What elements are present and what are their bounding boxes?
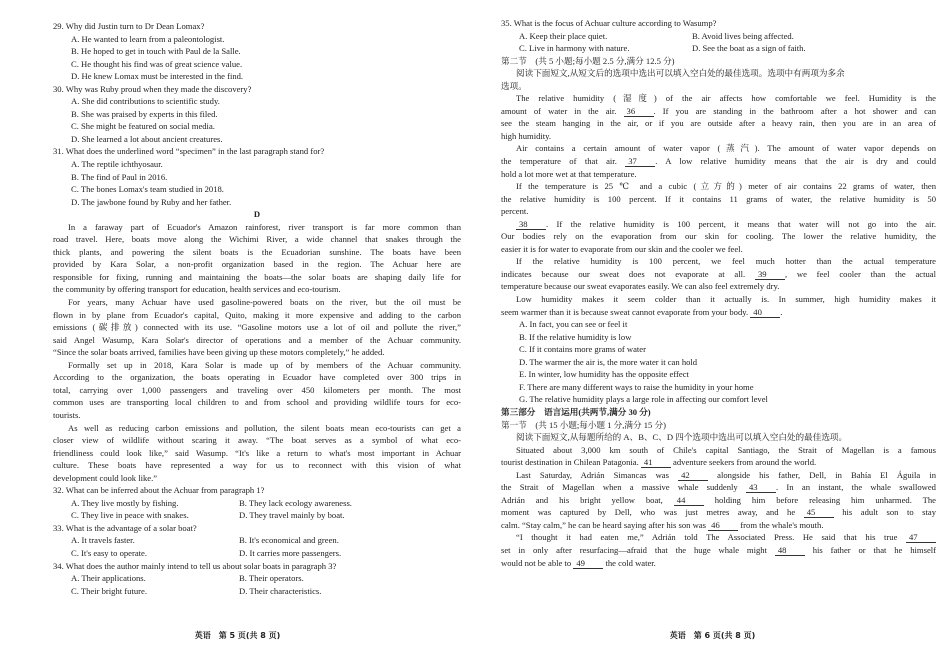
passage-label: D (253, 209, 261, 220)
option-c: C. He thought his find was of great science value. (71, 58, 243, 69)
part-3-section-1-title: 第一节 (共 15 小题;每小题 1 分,满分 15 分) (501, 419, 666, 430)
passage-line: emissions (碳排放) connected with its use. “Gasoline motors use a lot of oil and pollute the river,” (53, 322, 461, 333)
passage-line: As well as reducing carbon emissions and pollution, the silent boats mean eco-tourists can get a (68, 422, 461, 433)
option-d: D. See the boat as a sign of faith. (692, 43, 806, 54)
text-line: see the steam hanging in the air, or if you are outside after a heavy rain, then you are in an area of (501, 118, 936, 129)
choice-f: F. There are many different ways to raise the humidity in your home (519, 381, 754, 392)
page-footer: 英语 第 6 页(共 8 页) (669, 631, 756, 641)
cloze-paragraph-1 (501, 444, 936, 469)
text-line: hold a lot more wet at that temperature. (501, 168, 637, 179)
passage-line: thick plants, and powering the silent boats is the Ecuadorian sunshine. The boats have been (53, 246, 461, 257)
blank-44[interactable]: 44 (674, 495, 704, 506)
section-2-title: 第二节 (共 5 小题;每小题 2.5 分,满分 12.5 分) (501, 55, 675, 66)
choice-a: A. In fact, you can see or feel it (519, 319, 628, 330)
question-stem: 32. What can be inferred about the Achuar from paragraph 1? (53, 485, 265, 496)
choice-e: E. In winter, low humidity has the opposite effect (519, 369, 689, 380)
option-a: A. They live mostly by fishing. (71, 497, 179, 508)
passage-line: In a faraway part of Ecuador's Amazon rainforest, river transport is far more common than (68, 221, 461, 232)
blank-49[interactable]: 49 (573, 558, 603, 569)
right-page (475, 0, 950, 655)
text-segment: , we feel cooler than the actual (784, 268, 936, 279)
passage-line: common uses are transporting local children to and from school and providing wildlife tours for eco- (53, 397, 461, 408)
text-segment: seem warmer than it is because sweat cannot evaporate from your body. (501, 306, 749, 317)
text-line: Air contains a certain amount of water vapor (蒸汽). The amount of water vapor depends on (516, 143, 936, 154)
option-c: C. Their bright future. (71, 585, 147, 596)
passage-line: closer view of wildlife without scaring it away. “The boat serves as a symbol of what eco- (53, 435, 461, 446)
question-29 (53, 20, 461, 83)
question-33 (53, 522, 461, 560)
text-segment: moment was captured by Dell, who was just metres away, and he (501, 507, 796, 518)
option-d: D. He knew Lomax must be interested in the find. (71, 71, 244, 82)
option-c: C. They live in peace with snakes. (71, 510, 189, 521)
passage-line: According to the organization, the boats operating in Ecuador have completed over 300 trips in (53, 372, 461, 383)
passage-line: total, carrying over 1,000 passengers and traveling over 450 kilometers per month. The most (53, 384, 461, 395)
blank-37[interactable]: 37 (625, 156, 655, 167)
option-c: C. It's easy to operate. (71, 547, 148, 558)
text-segment: tourist destination in Chilean Patagonia. (501, 457, 639, 468)
option-b: B. He hoped to get in touch with Paul de la Salle. (71, 46, 241, 57)
text-segment: Last Saturday, Adrián Simancas was (516, 469, 669, 480)
passage-line: flown in by plane from Ecuador's capital, Quito, making it more expensive and adding to the carbon (53, 309, 461, 320)
option-b: B. Avoid lives being affected. (692, 30, 794, 41)
text-segment: set in only after resurfacing—afraid that the huge whale might (501, 544, 767, 555)
text-segment: . A low relative humidity means that the air is dry and could (655, 156, 936, 167)
text-segment: the temperature of that air. (501, 156, 617, 167)
choice-c: C. If it contains more grams of water (519, 344, 646, 355)
option-d: D. Their characteristics. (239, 585, 322, 596)
question-stem: 34. What does the author mainly intend to tell us about solar boats in paragraph 3? (53, 560, 337, 571)
question-stem: 33. What is the advantage of a solar boat? (53, 522, 197, 533)
section-2-instruction-cont: 选项。 (501, 80, 527, 91)
blank-45[interactable]: 45 (804, 507, 834, 518)
blank-38[interactable]: 38 (516, 219, 546, 230)
choice-d: D. The warmer the air is, the more water it can hold (519, 356, 698, 367)
blank-41[interactable]: 41 (641, 457, 671, 468)
option-d: D. The jawbone found by Ruby and her father. (71, 196, 232, 207)
humidity-paragraph-1 (501, 92, 936, 142)
text-segment: the cold water. (605, 557, 656, 568)
humidity-paragraph-3 (501, 180, 936, 218)
choice-g: G. The relative humidity plays a large role in affecting our comfort level (519, 394, 768, 405)
option-c: C. The bones Lomax's team studied in 2018. (71, 184, 224, 195)
passage-line: road travel. Here, boats move along the Wichimi River, a wide channel that snakes through the (53, 234, 461, 245)
text-line: easier it is for water to evaporate from our skin and the cooler we feel. (501, 243, 743, 254)
text-segment: holding him before releasing him unharmed. The (714, 494, 936, 505)
text-line: percent. (501, 206, 529, 217)
option-a: A. She did contributions to scientific study. (71, 96, 220, 107)
humidity-paragraph-5 (501, 255, 936, 293)
blank-48[interactable]: 48 (775, 545, 805, 556)
option-a: A. Their applications. (71, 573, 146, 584)
question-stem: 31. What does the underlined word “specimen” in the last paragraph stand for? (53, 146, 325, 157)
text-line: temperature because our sweat evaporates easily. We can also feel extremely dry. (501, 281, 780, 292)
question-31 (53, 145, 461, 208)
text-segment: amount of water in the air. (501, 105, 617, 116)
option-d: D. It carries more passengers. (239, 547, 342, 558)
option-b: B. It's economical and green. (239, 535, 339, 546)
passage-line: Formally set up in 2018, Kara Solar is made up of by members of the Achuar community. (68, 359, 461, 370)
question-34 (53, 560, 461, 598)
blank-36[interactable]: 36 (624, 106, 654, 117)
option-c: C. She might be featured on social media. (71, 121, 215, 132)
blank-43[interactable]: 43 (746, 482, 776, 493)
passage-line: friendliness could look like,” said Wasump. “It's like a return to what's most important in Achuar (53, 447, 461, 458)
blank-42[interactable]: 42 (678, 470, 708, 481)
text-segment: indicates because our sweat does not evaporate at all. (501, 268, 746, 279)
option-b: B. The find of Paul in 2016. (71, 171, 168, 182)
text-segment: . (780, 306, 783, 317)
text-line: Our bodies rely on the evaporation from our skin for cooling. The lower the relative humidity, the (501, 231, 936, 242)
passage-line: the community by offering transport for education, health services and eco-tourism. (53, 284, 341, 295)
passage-line: For years, many Achuar have used gasoline-powered boats on the river, but the oil must be (68, 297, 461, 308)
question-stem: 30. Why was Ruby proud when they made the discovery? (53, 83, 252, 94)
text-line: Low humidity makes it seem colder than it actually is. In summer, high humidity makes it (516, 294, 936, 305)
option-d: D. She learned a lot about ancient creatures. (71, 133, 223, 144)
text-line: If the temperature is 25 ℃ and a cubic (立方的) meter of air contains 22 grams of water, then (516, 181, 936, 192)
question-30 (53, 83, 461, 146)
page-footer: 英语 第 5 页(共 8 页) (194, 631, 281, 641)
text-line: The relative humidity (湿度) of the air affects how comfortable we feel. Humidity is the (516, 93, 936, 104)
humidity-paragraph-4 (501, 218, 936, 256)
text-segment: the Strait of Magellan when a massive whale suddenly (501, 482, 738, 493)
option-a: A. Keep their place quiet. (519, 30, 608, 41)
passage-line: tourists. (53, 409, 81, 420)
choice-b: B. If the relative humidity is low (519, 331, 632, 342)
option-d: D. They travel mainly by boat. (239, 510, 345, 521)
text-segment: alongside his father, Dell, in Bahía El Águila in (717, 469, 936, 480)
question-32 (53, 484, 461, 522)
humidity-paragraph-2 (501, 142, 936, 180)
text-line: If the relative humidity is 100 percent, we feel much hotter than the actual temperature (516, 256, 936, 267)
option-a: A. He wanted to learn from a paleontologist. (71, 33, 225, 44)
cloze-paragraph-2 (501, 469, 936, 532)
text-segment: his father or that he himself (812, 544, 936, 555)
passage-line: culture. These boats have represented a way for us to reconnect with this vision of what (53, 460, 461, 471)
text-segment: “I thought it had eaten me,” Adrián told The Associated Press. He said that his true (516, 532, 898, 543)
text-segment: would not be able to (501, 557, 572, 568)
option-b: B. They lack ecology awareness. (239, 497, 352, 508)
text-segment: . In an instant, the whale swallowed (776, 482, 936, 493)
passage-line: development could look like.” (53, 472, 158, 483)
question-stem: 29. Why did Justin turn to Dr Dean Lomax? (53, 21, 205, 31)
part-3-title: 第三部分 语言运用(共两节,满分 30 分) (501, 406, 651, 417)
text-line: high humidity. (501, 130, 552, 141)
text-line: the relative humidity is 100 percent. If it contains 11 grams of water, the relative humidity is 50 (501, 193, 936, 204)
section-2-instruction: 阅读下面短文,从短文后的选项中选出可以填入空白处的最佳选项。选项中有两项为多余 (516, 68, 845, 79)
text-line: Situated about 3,000 km south of Chile's capital Santiago, the Strait of Magellan is a famous (516, 444, 936, 455)
blank-46[interactable]: 46 (708, 520, 738, 531)
option-b: B. Their operators. (239, 573, 304, 584)
blank-40[interactable]: 40 (750, 307, 780, 318)
passage-d (53, 221, 461, 484)
passage-line: “Since the solar boats arrived, families have been giving up these motors completely,” he added. (53, 347, 385, 358)
text-segment: adventure seekers from around the world. (673, 457, 817, 468)
text-segment: calm. “Stay calm,” he can be heard saying after his son was (501, 519, 706, 530)
text-segment: . If the relative humidity is 100 percent, it means that water will not go into the air. (546, 218, 936, 229)
passage-line: said Angel Wasump, Kara Solar's director of operations and a member of the Achuar community. (53, 334, 461, 345)
text-segment: . If you are standing in the bathroom after a hot shower and can (653, 105, 936, 116)
option-b: B. She was praised by experts in this filed. (71, 108, 218, 119)
humidity-paragraph-6 (501, 293, 936, 318)
part-3-instruction: 阅读下面短文,从每题所给的 A、B、C、D 四个选项中选出可以填入空白处的最佳选项。 (516, 432, 848, 443)
option-a: A. The reptile ichthyosaur. (71, 159, 163, 170)
text-segment: from the whale's mouth. (740, 519, 824, 530)
text-segment: his adult son to stay (842, 507, 936, 518)
option-a: A. It travels faster. (71, 535, 135, 546)
question-stem: 35. What is the focus of Achuar culture according to Wasump? (501, 18, 717, 28)
blank-47[interactable]: 47 (906, 532, 936, 543)
question-35 (501, 17, 936, 55)
passage-line: provided by Kara Solar, a non-profit organization based in the region. The Achuar here are (53, 259, 461, 270)
passage-line: responsible for fixing, running and maintaining the boats—the solar boats are shaping daily life for (53, 271, 461, 282)
answer-choices (501, 318, 936, 406)
cloze-paragraph-3 (501, 531, 936, 569)
option-c: C. Live in harmony with nature. (519, 43, 630, 54)
blank-39[interactable]: 39 (755, 269, 785, 280)
text-segment: Adrián and his bright yellow boat, (501, 494, 663, 505)
